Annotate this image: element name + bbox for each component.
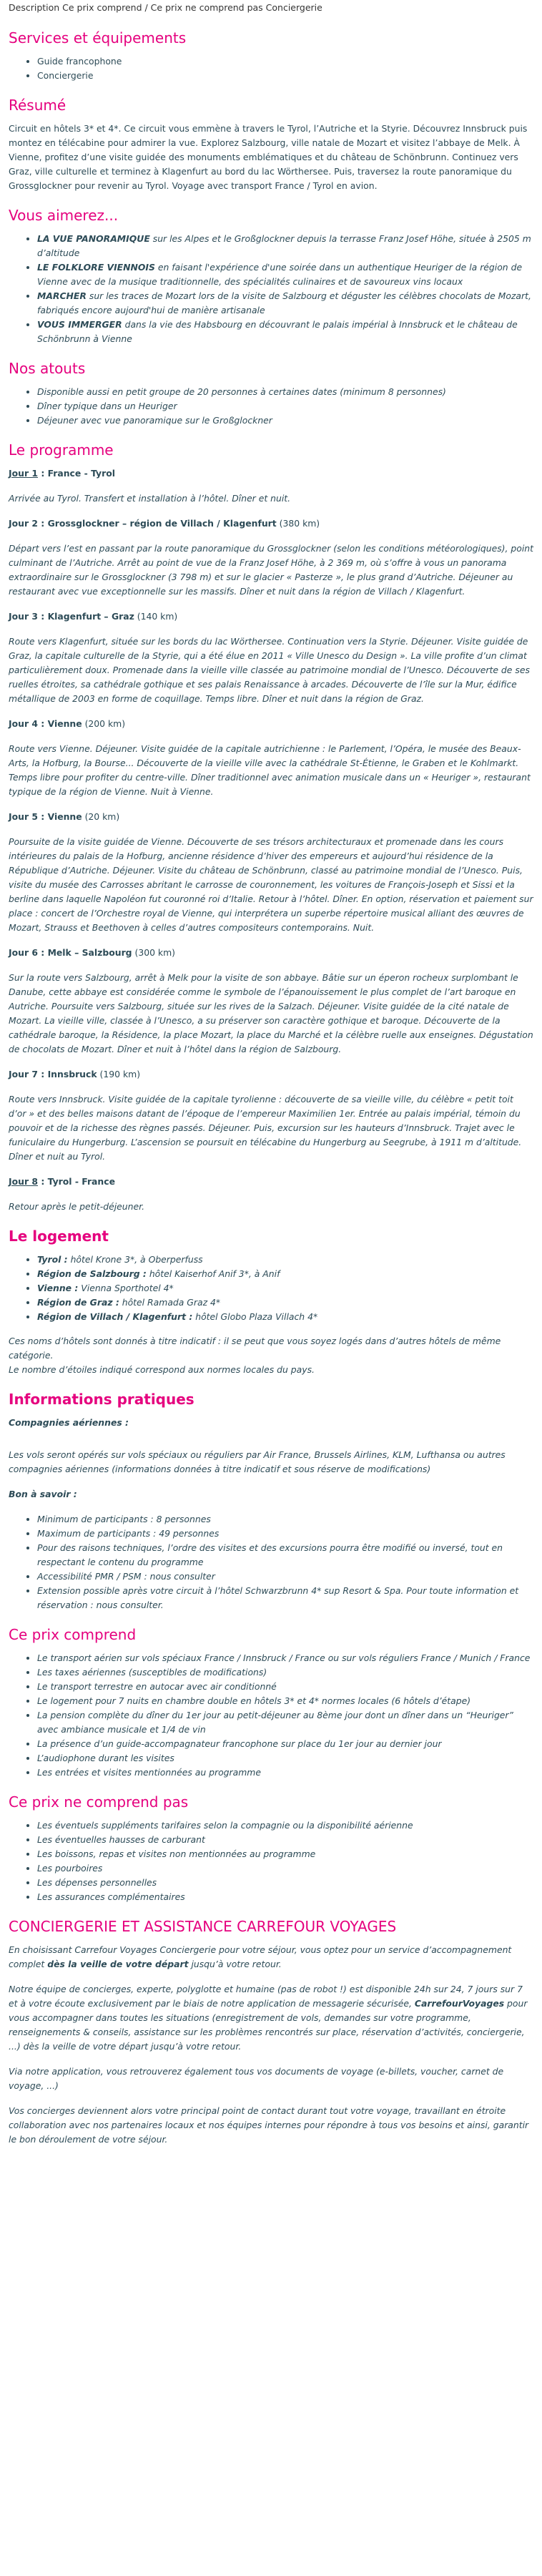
compagnies-label: [9, 1416, 533, 1430]
day-text: Départ vers l’est en passant par la route panoramique du Grossglockner (selon les conditions météorologiques), point culminant de l’Autriche. Arrêt au point de vue de la Franz Josef Höhe, à 2 369 m, où s’offre à vous un panorama extraordinaire sur le Grossglockner (3 798 m) et sur le glacier « Pasterze », le plus grand d’Autriche. Déjeuner au restaurant avec vue exceptionnelle sur les massifs. Dîner et nuit dans la région de Villach / Klagenfurt.: [9, 543, 533, 597]
comprend-list: [9, 1651, 533, 1780]
day-text: Poursuite de la visite guidée de Vienne. Découverte de ses trésors architecturaux et promenade dans les cours intérieures du palais de la Hofburg, ancienne résidence d’hiver des empereurs et aujourd’hui résidence de la République d’Autriche. Déjeuner. Visite du château de Schönbrunn, classé au patrimoine mondial de l’Unesco. Puis, visite du musée des Carrosses abritant le carrosse de couronnement, les voitures de François-Joseph et Sissi et la berline dans laquelle Napoléon fut couronné roi d’Italie. Retour à l’hôtel. Dîner. En option, réservation et paiement sur place : concert de l’Orchestre royal de Vienne, qui interprétera un superbe répertoire musical alliant des œuvres de Mozart, Strauss et Beethoven à celles d’autres compositeurs contemporains. Nuit.: [9, 836, 533, 933]
day-distance: (380 km): [276, 518, 320, 529]
services-heading: Services et équipements: [9, 29, 187, 46]
list-item: • Les entrées et visites mentionnées au programme: [37, 1766, 533, 1780]
compagnies-text: Les vols seront opérés sur vols spéciaux ou réguliers par Air France, Brussels Airlines, KLM, Lufthansa ou autres compagnies aériennes (informations données à titre indicatif et sous réserve de modifications): [9, 1449, 506, 1474]
day-label: Jour 1: [9, 468, 38, 479]
comprend-heading: Ce prix comprend: [9, 1626, 137, 1643]
list-item: • Pour des raisons techniques, l’ordre des visites et des excursions pourra être modifié ou inversé, tout en respectant le contenu du programme: [37, 1541, 533, 1569]
logement-note: [9, 1334, 533, 1377]
day-heading: [9, 466, 533, 481]
list-item: [37, 1253, 533, 1267]
list-item: • Les taxes aériennes (susceptibles de modifications): [37, 1665, 533, 1680]
list-item: • Guide francophone: [37, 54, 533, 69]
day-heading: [9, 516, 533, 531]
day-label: Jour 4 : Vienne: [9, 718, 82, 729]
pratiques-heading: Informations pratiques: [9, 1391, 194, 1408]
list-item: [37, 289, 533, 318]
item-text: sur les Alpes et le Großglockner depuis la terrasse Franz Josef Höhe, située à 2505 m d’altitude: [37, 233, 531, 258]
resume-text: Circuit en hôtels 3* et 4*. Ce circuit vous emmène à travers le Tyrol, l’Autriche et la Styrie. Découvrez Innsbruck puis montez en télécabine pour admirer la vue. Explorez Salzbourg, ville natale de Mozart et visitez l’abbaye de Melk. À Vienne, profitez d’une visite guidée des monuments emblématiques et du château de Schönbrunn. Continuez vers Graz, ville culturelle et terminez à Klagenfurt au bord du lac Wörthersee. Puis, traversez la route panoramique du Grossglockner pour revenir au Tyrol. Voyage avec transport France / Tyrol en avion.: [9, 123, 528, 191]
day-text: Sur la route vers Salzbourg, arrêt à Melk pour la visite de son abbaye. Bâtie sur un éperon rocheux surplombant le Danube, cette abbaye est considérée comme le symbole de l’épanouissement le plus complet de l’art baroque en Autriche. Poursuite vers Salzbourg, située sur les rives de la Salzach. Déjeuner. Visite guidée de la cité natale de Mozart. La vieille ville, classée à l’Unesco, a su préserver son caractère gothique et baroque. Découverte de la cathédrale baroque, la Résidence, la place Mozart, la place du Marché et la célèbre ruelle aux enseignes. Dégustation de chocolats de Mozart. Dîner et nuit à l’hôtel dans la région de Salzbourg.: [9, 972, 533, 1054]
list-item: [37, 318, 533, 346]
list-item: • Les éventuels suppléments tarifaires selon la compagnie ou la disponibilité aérienne: [37, 1818, 533, 1833]
conciergerie-heading: CONCIERGERIE ET ASSISTANCE CARREFOUR VOYAGES: [9, 1918, 397, 1935]
list-item: • L’audiophone durant les visites: [37, 1751, 533, 1766]
item-bold: LE FOLKLORE VIENNOIS: [37, 262, 155, 273]
text-run: pour vous accompagner dans toutes les situations (enregistrement de vols, demandes sur votre programme, renseignements & conseils, assistance sur les problèmes rencontrés sur place, réservation d’activités, conciergerie, ...) dès la veille de votre départ jusqu’à votre retour.: [9, 1998, 528, 2052]
label-bold: Compagnies aériennes :: [9, 1417, 129, 1428]
day-7: [9, 1067, 533, 1164]
day-6: [9, 946, 533, 1057]
list-item: • Maximum de participants : 49 personnes: [37, 1527, 533, 1541]
list-item: • Extension possible après votre circuit à l’hôtel Schwarzbrunn 4* sup Resort & Spa. Pour toute information et réservation : nous consulter.: [37, 1584, 533, 1612]
text-run: En choisissant Carrefour Voyages Conciergerie pour votre séjour, vous optez pour un service d’accompagnement complet: [9, 1944, 512, 1969]
breadcrumb: Description Ce prix comprend / Ce prix ne comprend pas Conciergerie: [9, 2, 322, 13]
text-run: jusqu’à votre retour.: [188, 1959, 282, 1969]
list-item: • Accessibilité PMR / PSM : nous consulter: [37, 1569, 533, 1584]
services-list: [9, 54, 533, 83]
day-text: Arrivée au Tyrol. Transfert et installation à l’hôtel. Dîner et nuit.: [9, 493, 291, 504]
item-bold: Tyrol :: [37, 1254, 68, 1265]
item-bold: Région de Salzbourg :: [37, 1268, 147, 1279]
list-item: • Les assurances complémentaires: [37, 1890, 533, 1904]
day-label: Jour 7 : Innsbruck: [9, 1069, 97, 1079]
day-place: : Tyrol - France: [38, 1176, 115, 1187]
list-item: • Le transport aérien sur vols spéciaux France / Innsbruck / France ou sur vols réguliers France / Munich / France: [37, 1651, 533, 1665]
list-item: • Les boissons, repas et visites non mentionnées au programme: [37, 1847, 533, 1861]
list-item: [37, 260, 533, 289]
item-text: hôtel Krone 3*, à Oberperfuss: [67, 1254, 203, 1265]
item-bold: VOUS IMMERGER: [37, 319, 122, 330]
list-item: • Le transport terrestre en autocar avec air conditionné: [37, 1680, 533, 1694]
item-text: hôtel Ramada Graz 4*: [119, 1297, 221, 1308]
day-label: Jour 8: [9, 1176, 38, 1187]
atouts-list: [9, 385, 533, 428]
day-place: : France - Tyrol: [38, 468, 115, 479]
item-text: Vienna Sporthotel 4*: [78, 1283, 174, 1293]
list-item: [37, 1267, 533, 1281]
savoir-list: [9, 1512, 533, 1612]
day-distance: (20 km): [82, 811, 120, 822]
label-bold: Bon à savoir :: [9, 1489, 77, 1499]
logement-list: [9, 1253, 533, 1324]
day-heading: [9, 609, 533, 624]
item-text: hôtel Kaiserhof Anif 3*, à Anif: [146, 1268, 280, 1279]
day-2: [9, 516, 533, 599]
aimerez-list: [9, 232, 533, 346]
day-8: [9, 1175, 533, 1214]
savoir-label: [9, 1487, 533, 1502]
day-distance: (140 km): [134, 611, 178, 622]
list-item: • Disponible aussi en petit groupe de 20 personnes à certaines dates (minimum 8 personnes): [37, 385, 533, 399]
conciergerie-p1: [9, 1943, 533, 1972]
text-bold: CarrefourVoyages: [414, 1998, 505, 2009]
conciergerie-p2: [9, 1982, 533, 2054]
day-4: [9, 717, 533, 799]
day-heading: [9, 810, 533, 824]
item-bold: Région de Villach / Klagenfurt :: [37, 1311, 193, 1322]
item-text: dans la vie des Habsbourg en découvrant le palais impérial à Innsbruck et le château de Schönbrunn à Vienne: [37, 319, 518, 344]
list-item: • Les éventuelles hausses de carburant: [37, 1833, 533, 1847]
item-bold: Région de Graz :: [37, 1297, 119, 1308]
ne-comprend-list: [9, 1818, 533, 1904]
day-1: [9, 466, 533, 506]
note-line: Ces noms d’hôtels sont donnés à titre indicatif : il se peut que vous soyez logés dans d’autres hôtels de même catégorie.: [9, 1336, 501, 1361]
list-item: • Minimum de participants : 8 personnes: [37, 1512, 533, 1527]
note-line: Le nombre d’étoiles indiqué correspond aux normes locales du pays.: [9, 1364, 315, 1375]
list-item: • La présence d’un guide-accompagnateur francophone sur place du 1er jour au dernier jour: [37, 1737, 533, 1751]
day-distance: (200 km): [82, 718, 126, 729]
list-item: [37, 232, 533, 260]
day-3: [9, 609, 533, 706]
list-item: • Les pourboires: [37, 1861, 533, 1876]
day-text: Route vers Klagenfurt, située sur les bords du lac Wörthersee. Continuation vers la Styrie. Déjeuner. Visite guidée de Graz, la capitale culturelle de la Styrie, qui a été élue en 2011 « Ville Unesco du Design ». La ville profite d’un climat particulièrement doux. Promenade dans la vieille ville classée au patrimoine mondial de l’Unesco. Découverte de ses ruelles étroites, sa cathédrale gothique et ses palais Renaissance à arcades. Découverte de l’île sur la Mur, édifice métallique de 2003 en forme de coquillage. Temps libre. Dîner et nuit dans la région de Graz.: [9, 636, 530, 704]
list-item: [37, 1296, 533, 1310]
day-distance: (190 km): [97, 1069, 141, 1079]
list-item: • Déjeuner avec vue panoramique sur le Großglockner: [37, 413, 533, 428]
logement-heading: Le logement: [9, 1228, 109, 1245]
list-item: [37, 1281, 533, 1296]
aimerez-heading: Vous aimerez...: [9, 207, 119, 224]
day-text: Retour après le petit-déjeuner.: [9, 1201, 145, 1212]
day-heading: [9, 717, 533, 731]
day-label: Jour 5 : Vienne: [9, 811, 82, 822]
day-distance: (300 km): [132, 947, 175, 958]
day-heading: [9, 1175, 533, 1189]
list-item: • Les dépenses personnelles: [37, 1876, 533, 1890]
item-bold: LA VUE PANORAMIQUE: [37, 233, 150, 244]
item-text: sur les traces de Mozart lors de la visite de Salzbourg et déguster les célèbres chocolats de Mozart, fabriqués encore aujourd'hui de manière artisanale: [37, 290, 531, 315]
item-text: hôtel Globo Plaza Villach 4*: [192, 1311, 318, 1322]
atouts-heading: Nos atouts: [9, 360, 86, 377]
day-label: Jour 6 : Melk – Salzbourg: [9, 947, 132, 958]
ne-comprend-heading: Ce prix ne comprend pas: [9, 1793, 189, 1811]
item-bold: MARCHER: [37, 290, 87, 301]
list-item: [37, 1310, 533, 1324]
list-item: • Le logement pour 7 nuits en chambre double en hôtels 3* et 4* normes locales (6 hôtels d’étape): [37, 1694, 533, 1708]
text-bold: dès la veille de votre départ: [47, 1959, 189, 1969]
day-text: Route vers Innsbruck. Visite guidée de la capitale tyrolienne : découverte de sa vieille ville, du célèbre « petit toit d’or » et des belles maisons datant de l’époque de l’empereur Maximilien 1er. Entrée au palais impérial, témoin du pouvoir et de la richesse des règnes passés. Déjeuner. Puis, excursion sur les hauteurs d’Innsbruck. Trajet avec le funiculaire du Hungerburg. L’ascension se poursuit en télécabine du Hungerburg au Seegrube, à 1911 m d’altitude. Dîner et nuit au Tyrol.: [9, 1094, 522, 1162]
day-label: Jour 2 : Grossglockner – région de Villach / Klagenfurt: [9, 518, 277, 529]
item-text: en faisant l'expérience d'une soirée dans un authentique Heuriger de la région de Vienne avec de la musique traditionnelle, des spécialités culinaires et de savoureux vins locaux: [37, 262, 523, 287]
day-5: [9, 810, 533, 935]
text-run: Notre équipe de concierges, experte, polyglotte et humaine (pas de robot !) est disponible 24h sur 24, 7 jours sur 7 et à votre écoute exclusivement par le biais de notre application de messagerie sécurisée,: [9, 1984, 523, 2009]
conciergerie-p3: Via notre application, vous retrouverez également tous vos documents de voyage (e-billets, voucher, carnet de voyage, ...): [9, 2066, 504, 2091]
day-text: Route vers Vienne. Déjeuner. Visite guidée de la capitale autrichienne : le Parlement, l’Opéra, le musée des Beaux-Arts, la Hofburg, la Bourse... Découverte de la vieille ville avec la cathédrale St-Étienne, le Graben et le Kohlmarkt. Temps libre pour profiter du centre-ville. Dîner traditionnel avec animation musicale dans un « Heuriger », restaurant typique de la région de Vienne. Nuit à Vienne.: [9, 743, 531, 797]
resume-heading: Résumé: [9, 97, 66, 114]
day-label: Jour 3 : Klagenfurt – Graz: [9, 611, 134, 622]
list-item: • La pension complète du dîner du 1er jour au petit-déjeuner au 8ème jour dont un dîner dans un “Heuriger” avec ambiance musicale et 1/4 de vin: [37, 1708, 533, 1737]
day-heading: [9, 1067, 533, 1082]
list-item: • Dîner typique dans un Heuriger: [37, 399, 533, 413]
conciergerie-p4: Vos concierges deviennent alors votre principal point de contact durant tout votre voyage, travaillant en étroite collaboration avec nos partenaires locaux et nos équipes internes pour répondre à tous vos besoins et ainsi, garantir le bon déroulement de votre séjour.: [9, 2105, 529, 2145]
list-item: • Conciergerie: [37, 69, 533, 83]
day-heading: [9, 946, 533, 960]
programme-heading: Le programme: [9, 441, 114, 459]
item-bold: Vienne :: [37, 1283, 79, 1293]
